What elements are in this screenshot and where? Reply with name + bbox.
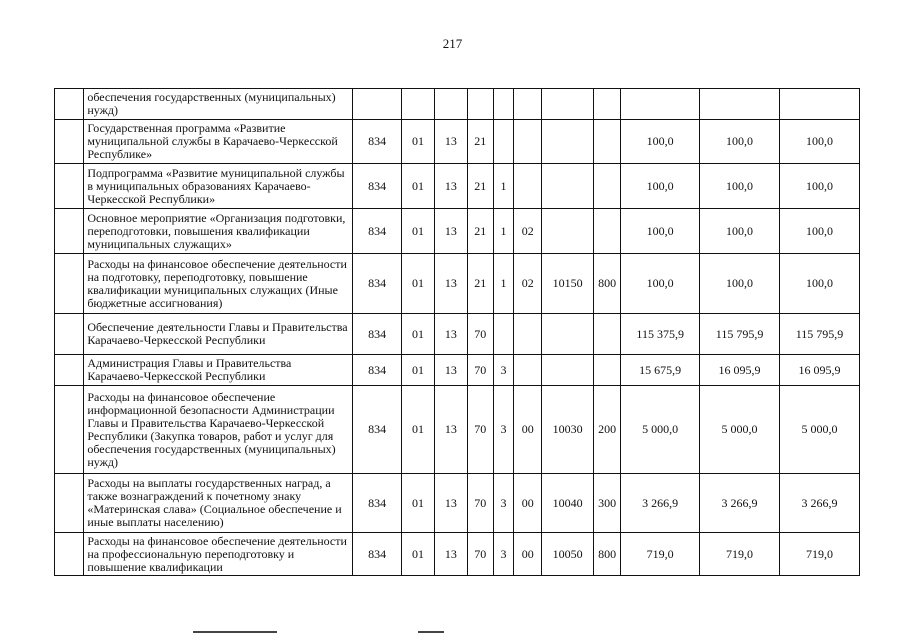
cell-subsection: 13	[435, 355, 467, 386]
cell-subprogram: 1	[493, 209, 513, 254]
table-row	[55, 209, 860, 254]
cell-grbs: 834	[353, 355, 402, 386]
cell-main-event: 00	[514, 533, 542, 576]
table-row	[55, 314, 860, 355]
cell-program: 21	[467, 209, 493, 254]
cell-subprogram: 1	[493, 254, 513, 314]
cell-grbs: 834	[353, 386, 402, 474]
cell-program: 70	[467, 355, 493, 386]
table-row	[55, 164, 860, 209]
cell-vr	[593, 355, 620, 386]
budget-table	[54, 88, 860, 576]
cell-section: 01	[401, 254, 434, 314]
cell-subsection: 13	[435, 474, 467, 533]
cell-grbs: 834	[353, 314, 402, 355]
blank-cell	[55, 533, 84, 576]
cell-main-event	[514, 164, 542, 209]
cell-target: 10040	[542, 474, 594, 533]
cell-subsection: 13	[435, 164, 467, 209]
cell-amount-2021: 100,0	[621, 164, 700, 209]
cell-amount-2023: 115 795,9	[780, 314, 860, 355]
cell-subprogram: 3	[493, 355, 513, 386]
cell-vr: 800	[593, 533, 620, 576]
blank-cell	[55, 120, 84, 164]
blank-cell	[55, 209, 84, 254]
cell-main-event: 00	[514, 474, 542, 533]
cell-amount-2023: 100,0	[780, 120, 860, 164]
row-name: Администрация Главы и Правительства Карачаево-Черкесской Республики	[84, 355, 353, 386]
blank-cell	[55, 254, 84, 314]
cell-section: 01	[401, 314, 434, 355]
cell-amount-2022: 719,0	[700, 533, 780, 576]
table-row	[55, 120, 860, 164]
cell-grbs	[353, 89, 402, 120]
cell-program: 70	[467, 533, 493, 576]
cell-subprogram	[493, 314, 513, 355]
row-name: Государственная программа «Развитие муниципальной службы в Карачаево-Черкесской Республике»	[84, 120, 353, 164]
blank-cell	[55, 474, 84, 533]
cell-amount-2021: 100,0	[621, 120, 700, 164]
blank-cell	[55, 355, 84, 386]
cell-subsection: 13	[435, 386, 467, 474]
table-row	[55, 89, 860, 120]
table-row	[55, 355, 860, 386]
cell-amount-2021: 3 266,9	[621, 474, 700, 533]
row-name: Расходы на финансовое обеспечение деятельности на профессиональную переподготовку и повышение квалификации	[84, 533, 353, 576]
cell-amount-2023: 16 095,9	[780, 355, 860, 386]
cell-subsection: 13	[435, 314, 467, 355]
cell-amount-2021: 115 375,9	[621, 314, 700, 355]
cell-program: 21	[467, 120, 493, 164]
cell-amount-2021: 15 675,9	[621, 355, 700, 386]
table-row	[55, 386, 860, 474]
cell-grbs: 834	[353, 254, 402, 314]
cell-amount-2021: 100,0	[621, 209, 700, 254]
cell-section: 01	[401, 164, 434, 209]
cell-section: 01	[401, 120, 434, 164]
cell-main-event: 00	[514, 386, 542, 474]
cell-target: 10050	[542, 533, 594, 576]
cell-vr: 800	[593, 254, 620, 314]
cell-main-event	[514, 314, 542, 355]
cell-subprogram: 3	[493, 386, 513, 474]
row-name: Подпрограмма «Развитие муниципальной службы в муниципальных образованиях Карачаево-Черкесской Республики»	[84, 164, 353, 209]
cell-vr: 200	[593, 386, 620, 474]
cell-amount-2022	[700, 89, 780, 120]
cell-grbs: 834	[353, 120, 402, 164]
cell-amount-2022: 115 795,9	[700, 314, 780, 355]
cell-amount-2022: 100,0	[700, 164, 780, 209]
table-row	[55, 254, 860, 314]
budget-table-body	[55, 89, 860, 576]
cell-grbs: 834	[353, 164, 402, 209]
cell-section	[401, 89, 434, 120]
cell-subprogram	[493, 120, 513, 164]
cell-subprogram: 3	[493, 474, 513, 533]
cell-program: 70	[467, 474, 493, 533]
cell-subsection: 13	[435, 254, 467, 314]
row-name: Расходы на выплаты государственных наград, а также вознаграждений к почетному знаку «Материнская слава» (Социальное обеспечение и иные выплаты населению)	[84, 474, 353, 533]
cell-amount-2021: 100,0	[621, 254, 700, 314]
table-row	[55, 474, 860, 533]
footer-line	[193, 631, 277, 633]
cell-target	[542, 355, 594, 386]
cell-vr	[593, 209, 620, 254]
cell-main-event: 02	[514, 209, 542, 254]
cell-vr	[593, 314, 620, 355]
cell-main-event	[514, 355, 542, 386]
cell-grbs: 834	[353, 474, 402, 533]
row-name: Обеспечение деятельности Главы и Правительства Карачаево-Черкесской Республики	[84, 314, 353, 355]
cell-amount-2021: 719,0	[621, 533, 700, 576]
cell-amount-2023: 100,0	[780, 254, 860, 314]
cell-target	[542, 164, 594, 209]
cell-subsection: 13	[435, 209, 467, 254]
cell-target	[542, 209, 594, 254]
cell-vr	[593, 89, 620, 120]
cell-section: 01	[401, 209, 434, 254]
table-row	[55, 533, 860, 576]
cell-subprogram	[493, 89, 513, 120]
cell-section: 01	[401, 533, 434, 576]
cell-vr	[593, 164, 620, 209]
row-name: Расходы на финансовое обеспечение информационной безопасности Администрации Главы и Правительства Карачаево-Черкесской Республики (Закупка товаров, работ и услуг для обеспечения государственных (муниципальных) нужд)	[84, 386, 353, 474]
cell-amount-2022: 100,0	[700, 209, 780, 254]
cell-amount-2023: 3 266,9	[780, 474, 860, 533]
cell-subsection: 13	[435, 120, 467, 164]
blank-cell	[55, 386, 84, 474]
cell-amount-2023: 100,0	[780, 164, 860, 209]
cell-main-event: 02	[514, 254, 542, 314]
page-number: 217	[442, 36, 463, 51]
cell-grbs: 834	[353, 533, 402, 576]
cell-main-event	[514, 120, 542, 164]
blank-cell	[55, 314, 84, 355]
cell-program	[467, 89, 493, 120]
cell-vr	[593, 120, 620, 164]
cell-subsection	[435, 89, 467, 120]
cell-amount-2023: 719,0	[780, 533, 860, 576]
row-name: обеспечения государственных (муниципальных) нужд)	[84, 89, 353, 120]
cell-target	[542, 89, 594, 120]
cell-target: 10030	[542, 386, 594, 474]
cell-target	[542, 314, 594, 355]
cell-amount-2022: 16 095,9	[700, 355, 780, 386]
blank-cell	[55, 89, 84, 120]
cell-main-event	[514, 89, 542, 120]
cell-grbs: 834	[353, 209, 402, 254]
footer-line	[418, 631, 444, 633]
cell-vr: 300	[593, 474, 620, 533]
cell-subprogram: 1	[493, 164, 513, 209]
cell-program: 21	[467, 164, 493, 209]
cell-amount-2021: 5 000,0	[621, 386, 700, 474]
cell-section: 01	[401, 355, 434, 386]
cell-amount-2023	[780, 89, 860, 120]
cell-amount-2021	[621, 89, 700, 120]
cell-amount-2022: 3 266,9	[700, 474, 780, 533]
cell-amount-2023: 100,0	[780, 209, 860, 254]
row-name: Расходы на финансовое обеспечение деятельности на подготовку, переподготовку, повышение квалификации муниципальных служащих (Иные бюджетные ассигнования)	[84, 254, 353, 314]
cell-section: 01	[401, 474, 434, 533]
cell-target	[542, 120, 594, 164]
cell-amount-2022: 100,0	[700, 120, 780, 164]
cell-subsection: 13	[435, 533, 467, 576]
cell-program: 70	[467, 386, 493, 474]
cell-amount-2023: 5 000,0	[780, 386, 860, 474]
row-name: Основное мероприятие «Организация подготовки, переподготовки, повышения квалификации муниципальных служащих»	[84, 209, 353, 254]
cell-target: 10150	[542, 254, 594, 314]
cell-amount-2022: 5 000,0	[700, 386, 780, 474]
blank-cell	[55, 164, 84, 209]
cell-program: 21	[467, 254, 493, 314]
cell-program: 70	[467, 314, 493, 355]
cell-section: 01	[401, 386, 434, 474]
cell-subprogram: 3	[493, 533, 513, 576]
cell-amount-2022: 100,0	[700, 254, 780, 314]
